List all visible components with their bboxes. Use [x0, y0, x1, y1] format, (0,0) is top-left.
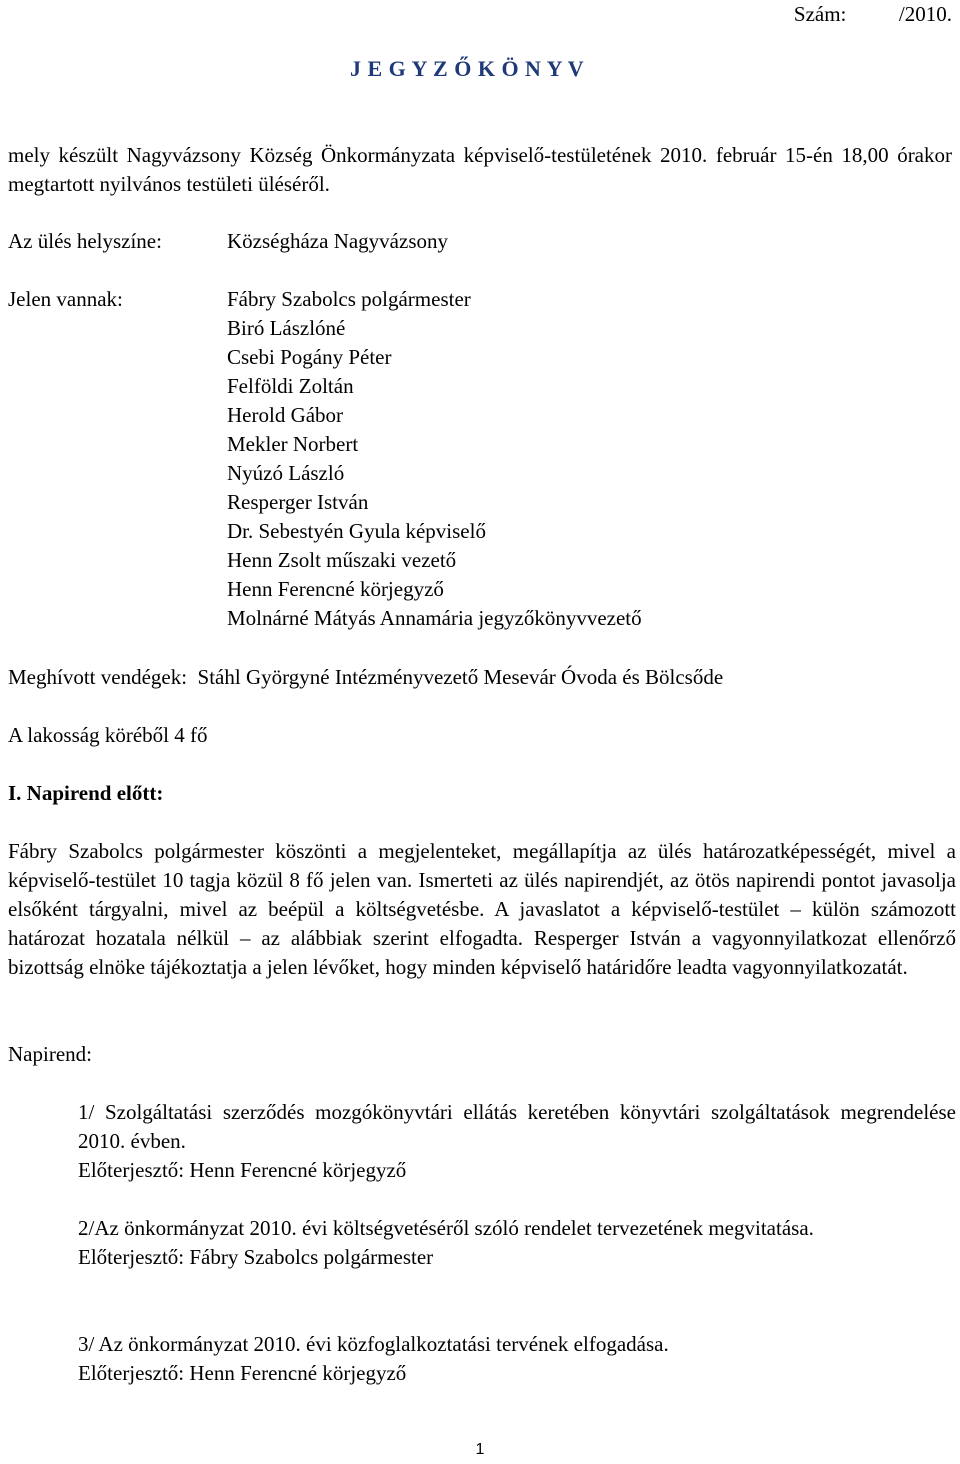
list-item: Felföldi Zoltán — [227, 374, 354, 398]
present-list — [227, 285, 642, 633]
section-paragraph: Fábry Szabolcs polgármester köszönti a megjelenteket, megállapítja az ülés határozatképességét, mivel a képviselő-testület 10 tagja közül 8 fő jelen van. Ismerteti az ülés napirendjét, az ötös napirendi pontot javasolja elsőként tárgyalni, mivel az beépül a költségvetésbe. A javaslatot a képviselő-testület – külön számozott határozat hozatala nélkül – az alábbiak szerint elfogadta. Resperger István a vagyonnyilatkozat ellenőrző bizottság elnöke tájékoztatja a jelen lévőket, hogy minden képviselő határidőre leadta vagyonnyilatkozatát. — [8, 839, 956, 979]
document-title: J E G Y Z Ő K Ö N Y V — [350, 56, 585, 81]
agenda-item-presenter: Előterjesztő: Henn Ferencné körjegyző — [78, 1361, 407, 1385]
agenda-item-presenter: Előterjesztő: Henn Ferencné körjegyző — [78, 1158, 407, 1182]
location-value: Községháza Nagyvázsony — [227, 229, 448, 253]
guests-value: Stáhl Györgyné Intézményvezető Mesevár Óvoda és Bölcsőde — [197, 665, 724, 689]
page-number: 1 — [475, 1441, 485, 1458]
list-item: Henn Zsolt műszaki vezető — [227, 548, 457, 572]
agenda-item-text: 1/ Szolgáltatási szerződés mozgókönyvtári ellátás keretében könyvtári szolgáltatások megrendelése 2010. évben. — [78, 1100, 956, 1153]
section-heading: I. Napirend előtt: — [8, 781, 164, 805]
szam-label: Szám: — [793, 2, 847, 26]
szam-value: /2010. — [898, 2, 952, 26]
list-item: Resperger István — [227, 490, 369, 514]
agenda-item-1 — [78, 1098, 956, 1185]
list-item: Dr. Sebestyén Gyula képviselő — [227, 519, 486, 543]
agenda-item-2 — [78, 1214, 956, 1272]
guests-line — [8, 663, 723, 692]
list-item: Henn Ferencné körjegyző — [227, 577, 444, 601]
agenda-item-text: 3/ Az önkormányzat 2010. évi közfoglalkoztatási tervének elfogadása. — [78, 1332, 669, 1356]
agenda-item-presenter: Előterjesztő: Fábry Szabolcs polgármester — [78, 1245, 434, 1269]
agenda-item-text: 2/Az önkormányzat 2010. évi költségvetéséről szóló rendelet tervezetének megvitatása. — [78, 1216, 814, 1240]
list-item: Fábry Szabolcs polgármester — [227, 287, 471, 311]
location-label: Az ülés helyszíne: — [8, 229, 162, 253]
agenda-item-3 — [78, 1330, 956, 1388]
list-item: Nyúzó László — [227, 461, 345, 485]
agenda-label: Napirend: — [8, 1042, 92, 1066]
list-item: Csebi Pogány Péter — [227, 345, 392, 369]
list-item: Mekler Norbert — [227, 432, 359, 456]
list-item: Biró Lászlóné — [227, 316, 346, 340]
public-attendance: A lakosság köréből 4 fő — [8, 723, 208, 747]
present-label: Jelen vannak: — [8, 287, 123, 311]
document-number — [794, 0, 952, 29]
list-item: Herold Gábor — [227, 403, 344, 427]
guests-label: Meghívott vendégek: — [8, 665, 188, 689]
intro-paragraph: mely készült Nagyvázsony Község Önkormányzata képviselő-testületének 2010. február 15-én 18,00 órakor megtartott nyilvános testületi üléséről. — [8, 143, 952, 196]
list-item: Molnárné Mátyás Annamária jegyzőkönyvvezető — [227, 606, 642, 630]
